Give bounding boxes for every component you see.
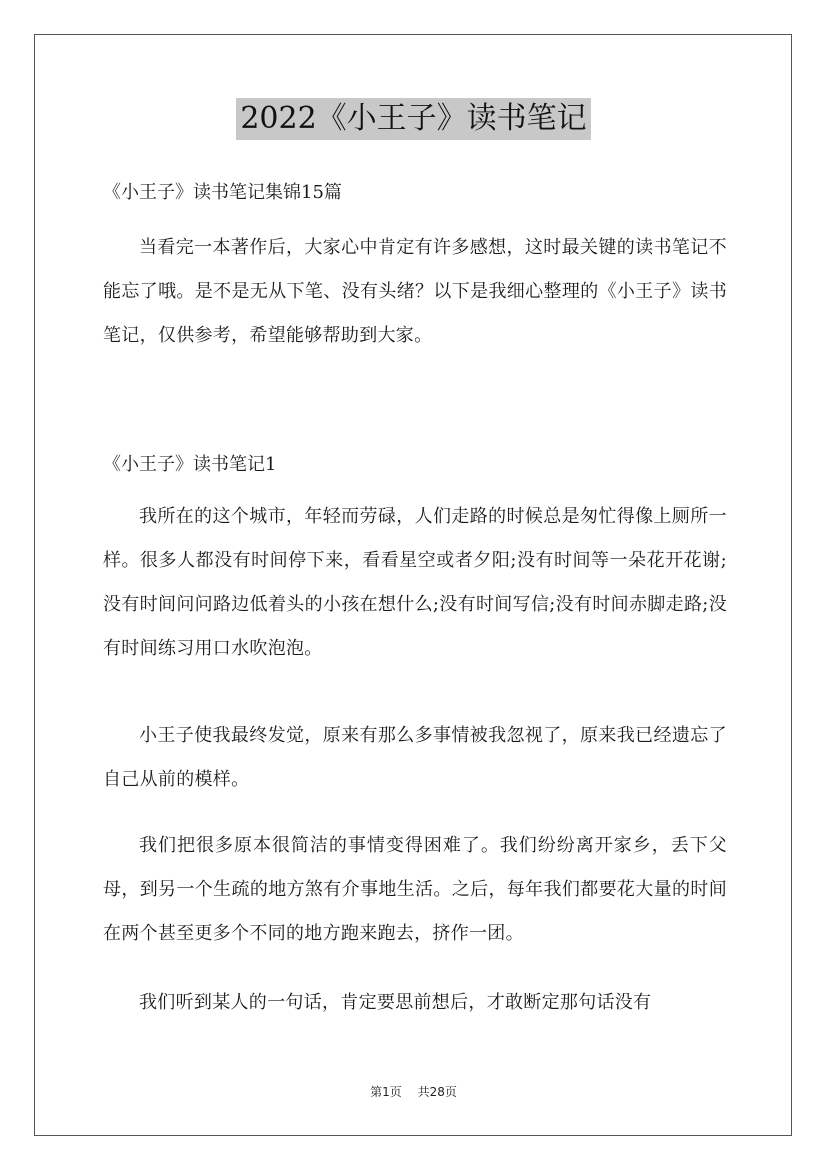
body-paragraph-1: 我所在的这个城市，年轻而劳碌，人们走路的时候总是匆忙得像上厕所一样。很多人都没有时间停下来，看看星空或者夕阳;没有时间等一朵花开花谢;没有时间问问路边低着头的小孩在想什么;没有时间写信;没有时间赤脚走路;没有时间练习用口水吹泡泡。 xyxy=(103,506,727,659)
intro-paragraph: 当看完一本著作后，大家心中肯定有许多感想，这时最关键的读书笔记不能忘了哦。是不是无从下笔、没有头绪？以下是我细心整理的《小王子》读书笔记，仅供参考，希望能够帮助到大家。 xyxy=(103,237,727,346)
total-pages: 共28页 xyxy=(417,1085,457,1099)
page-number: 第1页 xyxy=(370,1085,402,1099)
title-container xyxy=(0,98,827,140)
page-footer xyxy=(0,1083,827,1100)
document-title: 2022《小王子》读书笔记 xyxy=(236,98,590,140)
body-paragraph-3: 我们把很多原本很简洁的事情变得困难了。我们纷纷离开家乡，丢下父母，到另一个生疏的地方煞有介事地生活。之后，每年我们都要花大量的时间在两个甚至更多个不同的地方跑来跑去，挤作一团。 xyxy=(103,835,727,944)
document-subtitle: 《小王子》读书笔记集锦15篇 xyxy=(103,182,342,203)
section-heading: 《小王子》读书笔记1 xyxy=(103,454,277,475)
body-paragraph-2: 小王子使我最终发觉，原来有那么多事情被我忽视了，原来我已经遗忘了自己从前的模样。 xyxy=(103,725,727,790)
body-paragraph-4: 我们听到某人的一句话，肯定要思前想后，才敢断定那句话没有 xyxy=(139,992,652,1013)
